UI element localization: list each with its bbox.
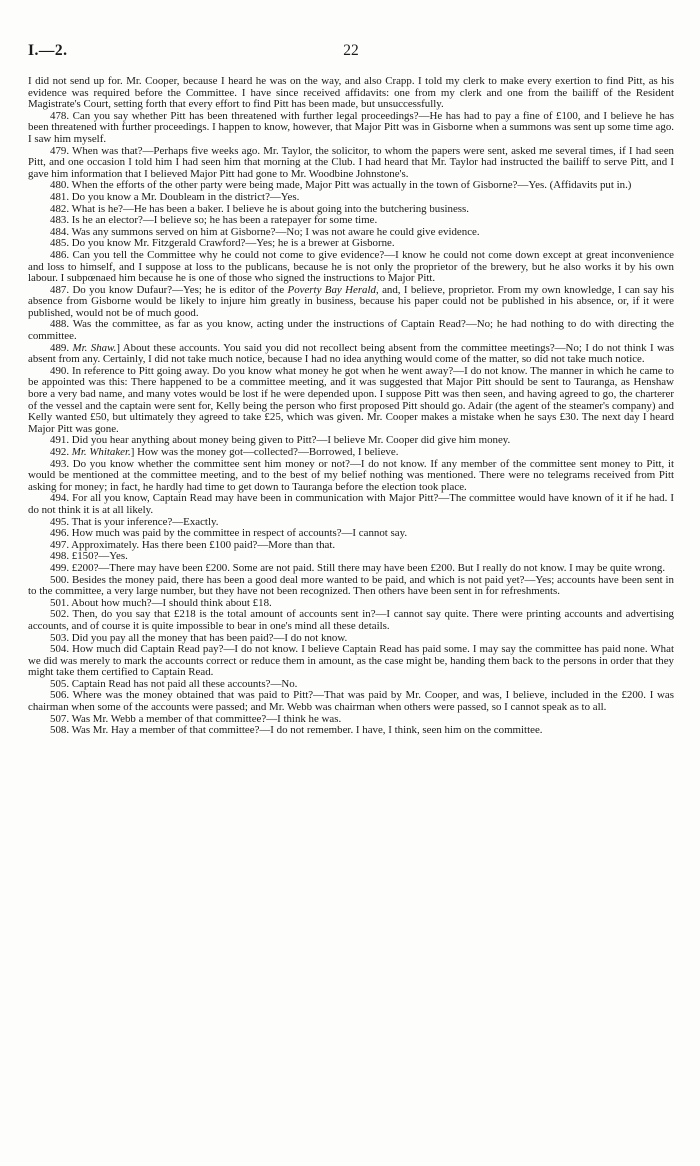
question-488: 488. Was the committee, as far as you know, acting under the instructions of Captain Read?—No; he had nothing to do with directing the committee. [28,318,674,343]
question-499: 499. £200?—There may have been £200. Some are not paid. Still there may have been £200. But I really do not know. I may be quite wrong. [50,561,666,574]
question-486: 486. Can you tell the Committee why he could not come to give evidence?—I know he could not come down except at great inconvenience and loss to himself, and I suppose at loss to the publicans, because he is not only the proprietor of the brewery, but he also works it by his own labour. I subpœnaed him because he is one of those who signed the instructions to Major Pitt. [28,248,674,285]
question-498: 498. £150?—Yes. [50,550,128,563]
page-number: 22 [343,42,359,59]
paragraph-continuation: I did not send up for. Mr. Cooper, because I heard he was on the way, and also Crapp. I told my clerk to make every exertion to find Pitt, as his evidence was required before the Committee. I have since received affidavits: one from my clerk and one from the bailiff of the Resident Magistrate's Court, setting forth that every effort to find Pitt has been made, but unsuccessfully. [28,75,674,111]
question-507: 507. Was Mr. Webb a member of that committee?—I think he was. [50,712,342,725]
question-503: 503. Did you pay all the money that has been paid?—I do not know. [50,631,348,644]
question-479: 479. When was that?—Perhaps five weeks ago. Mr. Taylor, the solicitor, to whom the papers were sent, asked me several times, if I had seen Pitt, and one occasion I told him I had seen him that morning at the Club. I had heard that Mr. Taylor had instructed the bailiff to serve Pitt, and I gave him information that I believed Major Pitt had gone to Mr. Woodbine Johnstone's. [28,144,674,180]
question-502: 502. Then, do you say that £218 is the total amount of accounts sent in?—I cannot say quite. There were printing accounts and advertising accounts, and of course it is quite impossible to bear in one's mind all these details. [28,608,674,632]
question-481: 481. Do you know a Mr. Doubleam in the district?—Yes. [50,190,300,203]
question-504: 504. How much did Captain Read pay?—I do not know. I believe Captain Read has paid some. I may say the committee has paid none. What we did was merely to mark the accounts correct or reduce them in amount, as the case might be, handing them back to the persons in order that they might take them certified to Captain Read. [28,643,674,679]
question-491: 491. Did you hear anything about money being given to Pitt?—I believe Mr. Cooper did give him money. [50,434,511,447]
question-484: 484. Was any summons served on him at Gisborne?—No; I was not aware he could give evidence. [50,225,480,238]
question-482: 482. What is he?—He has been a baker. I believe he is about going into the butchering business. [50,202,469,215]
document-reference: I.—2. [28,42,68,59]
question-496: 496. How much was paid by the committee in respect of accounts?—I cannot say. [50,527,408,540]
question-485: 485. Do you know Mr. Fitzgerald Crawford?—Yes; he is a brewer at Gisborne. [50,237,395,250]
question-490: 490. In reference to Pitt going away. Do you know what money he got when he went away?—I do not know. The manner in which he came to be appointed was this: There happened to be a committee meeting, and it was suggested that Major Pitt should be sent to Tauranga, as Henshaw bore a very bad name, and many votes would be lost if he were depended upon. I suppose Pitt was then seen, and having agreed to go, the charterer of the vessel and the captain were sent for, Kelly being the person who first proposed Pitt should go. Adair (the agent of the steamer's company) and Kelly wanted £50, but ultimately they agreed to take £25, which was given. Mr. Cooper makes a mistake when he says £30. The next day I heard Major Pitt was gone. [28,364,674,435]
question-500: 500. Besides the money paid, there has been a good deal more wanted to be paid, and which is not paid yet?—Yes; accounts have been sent in to the committee, a very large number, but they have not been recognized. Then others have been sent in for refreshments. [28,573,674,598]
question-487: 487. Do you know Dufaur?—Yes; he is editor of the Poverty Bay Herald, and, I believe, proprietor. From my own knowledge, I can say his absence from Gisborne would be likely to injure him greatly in business, because his paper could not be published in his absence, or, if it were published, would not be of much good. [28,283,674,319]
page-header [28,42,674,62]
question-478: 478. Can you say whether Pitt has been threatened with further legal proceedings?—He has had to pay a fine of £100, and I believe he has been threatened with further proceedings. I happen to know, however, that Major Pitt was in Gisborne when a summons was sent up some time ago. I saw him myself. [28,109,674,145]
question-497: 497. Approximately. Has there been £100 paid?—More than that. [50,538,336,551]
question-505: 505. Captain Read has not paid all these accounts?—No. [50,677,298,690]
question-480: 480. When the efforts of the other party were being made, Major Pitt was actually in the town of Gisborne?—Yes. (Affidavits put in.) [50,179,632,192]
question-483: 483. Is he an elector?—I believe so; he has been a ratepayer for some time. [50,214,378,227]
question-494: 494. For all you know, Captain Read may have been in communication with Major Pitt?—The committee would have known of it if he had. I do not think it is at all likely. [28,492,674,516]
question-489: 489. Mr. Shaw.] About these accounts. You said you did not recollect being absent from the committee meetings?—No; I do not think I was absent from any. Certainly, I did not take much notice, because I had no idea anything would come of the matter, so did not take much notice. [28,341,674,366]
question-492: 492. Mr. Whitaker.] How was the money got—collected?—Borrowed, I believe. [50,446,399,458]
question-501: 501. About how much?—I should think about £18. [50,596,272,609]
question-508: 508. Was Mr. Hay a member of that committee?—I do not remember. I have, I think, seen him on the committee. [50,724,543,737]
question-506: 506. Where was the money obtained that was paid to Pitt?—That was paid by Mr. Cooper, and was, I believe, included in the £200. I was chairman when some of the accounts were passed; and Mr. Webb was chairman when others were passed, so I cannot speak as to all. [28,689,674,714]
document-body [28,76,674,737]
question-495: 495. That is your inference?—Exactly. [50,515,219,528]
question-493: 493. Do you know whether the committee sent him money or not?—I do not know. If any member of the committee sent money to Pitt, it would be mentioned at the committee meeting, and to the best of my belief nothing was mentioned. There were no telegrams received from Pitt asking for money; in fact, he hardly had time to get down to Tauranga before the election took place. [28,457,674,493]
